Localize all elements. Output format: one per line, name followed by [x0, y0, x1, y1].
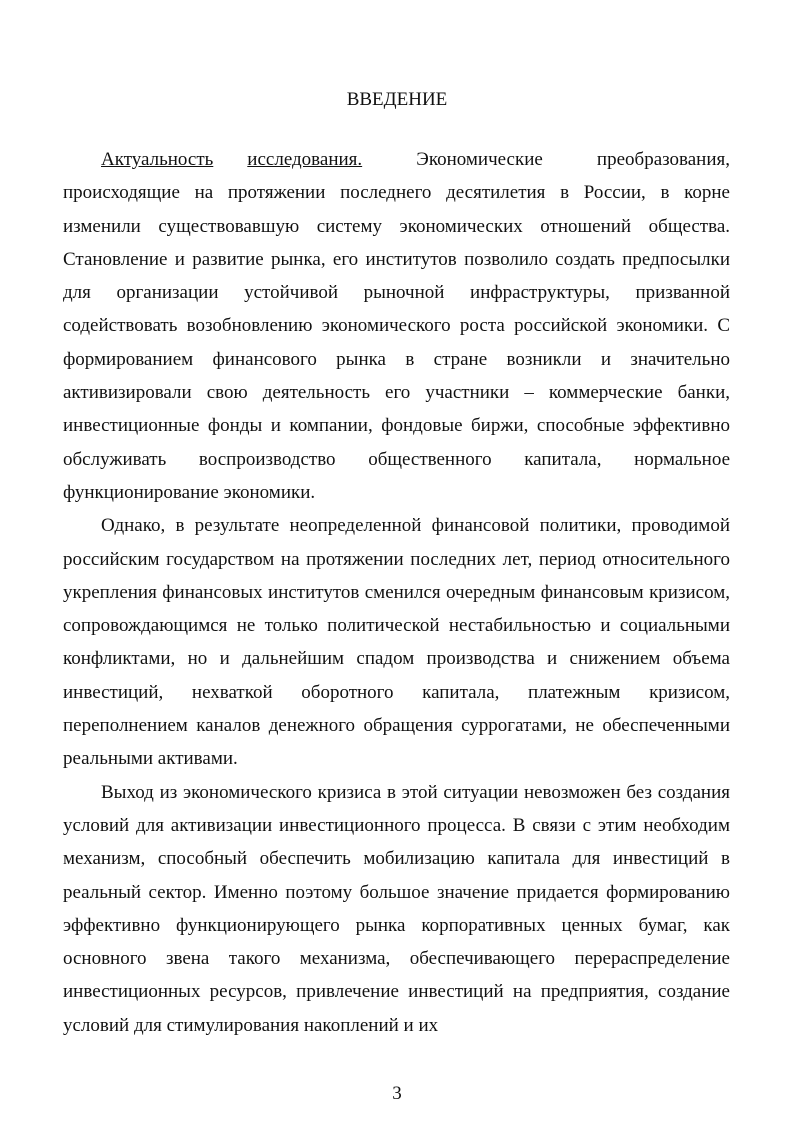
- paragraph-1: [63, 143, 730, 509]
- paragraph-3: Выход из экономического кризиса в этой ситуации невозможен без создания условий для активизации инвестиционного процесса. В связи с этим необходим механизм, способный обеспечить мобилизацию капитала для инвестиций в реальный сектор. Именно поэтому большое значение придается формированию эффективно функционирующего рынка корпоративных ценных бумаг, как основного звена такого механизма, обеспечивающего перераспределение инвестиционных ресурсов, привлечение инвестиций на предприятия, создание условий для стимулирования накоплений и их: [63, 781, 730, 1036]
- page-number: 3: [392, 1083, 402, 1104]
- lead-label-actuality: Актуальность: [101, 149, 214, 170]
- body-text: [63, 143, 730, 1042]
- paragraph-2: Однако, в результате неопределенной финансовой политики, проводимой российским государством на протяжении последних лет, период относительного укрепления финансовых институтов сменился очередным финансовым кризисом, сопровождающимся не только политической нестабильностью и социальными конфликтами, но и дальнейшим спадом производства и снижением объема инвестиций, нехваткой оборотного капитала, платежным кризисом, переполнением каналов денежного обращения суррогатами, не обеспеченными реальными активами.: [63, 515, 730, 770]
- lead-label-research: исследования.: [247, 149, 363, 170]
- paragraph-1-text: Экономические преобразования, происходящие на протяжении последнего десятилетия в России, в корне изменили существовавшую систему экономических отношений общества. Становление и развитие рынка, его институтов позволило создать предпосылки для организации устойчивой рыночной инфраструктуры, призванной содействовать возобновлению экономического роста российской экономики. С формированием финансового рынка в стране возникли и значительно активизировали свою деятельность его участники – коммерческие банки, инвестиционные фонды и компании, фондовые биржи, способные эффективно обслуживать воспроизводство общественного капитала, нормальное функционирование экономики.: [63, 149, 731, 503]
- section-heading: ВВЕДЕНИЕ: [346, 89, 448, 110]
- lead-label-gap: [213, 143, 247, 176]
